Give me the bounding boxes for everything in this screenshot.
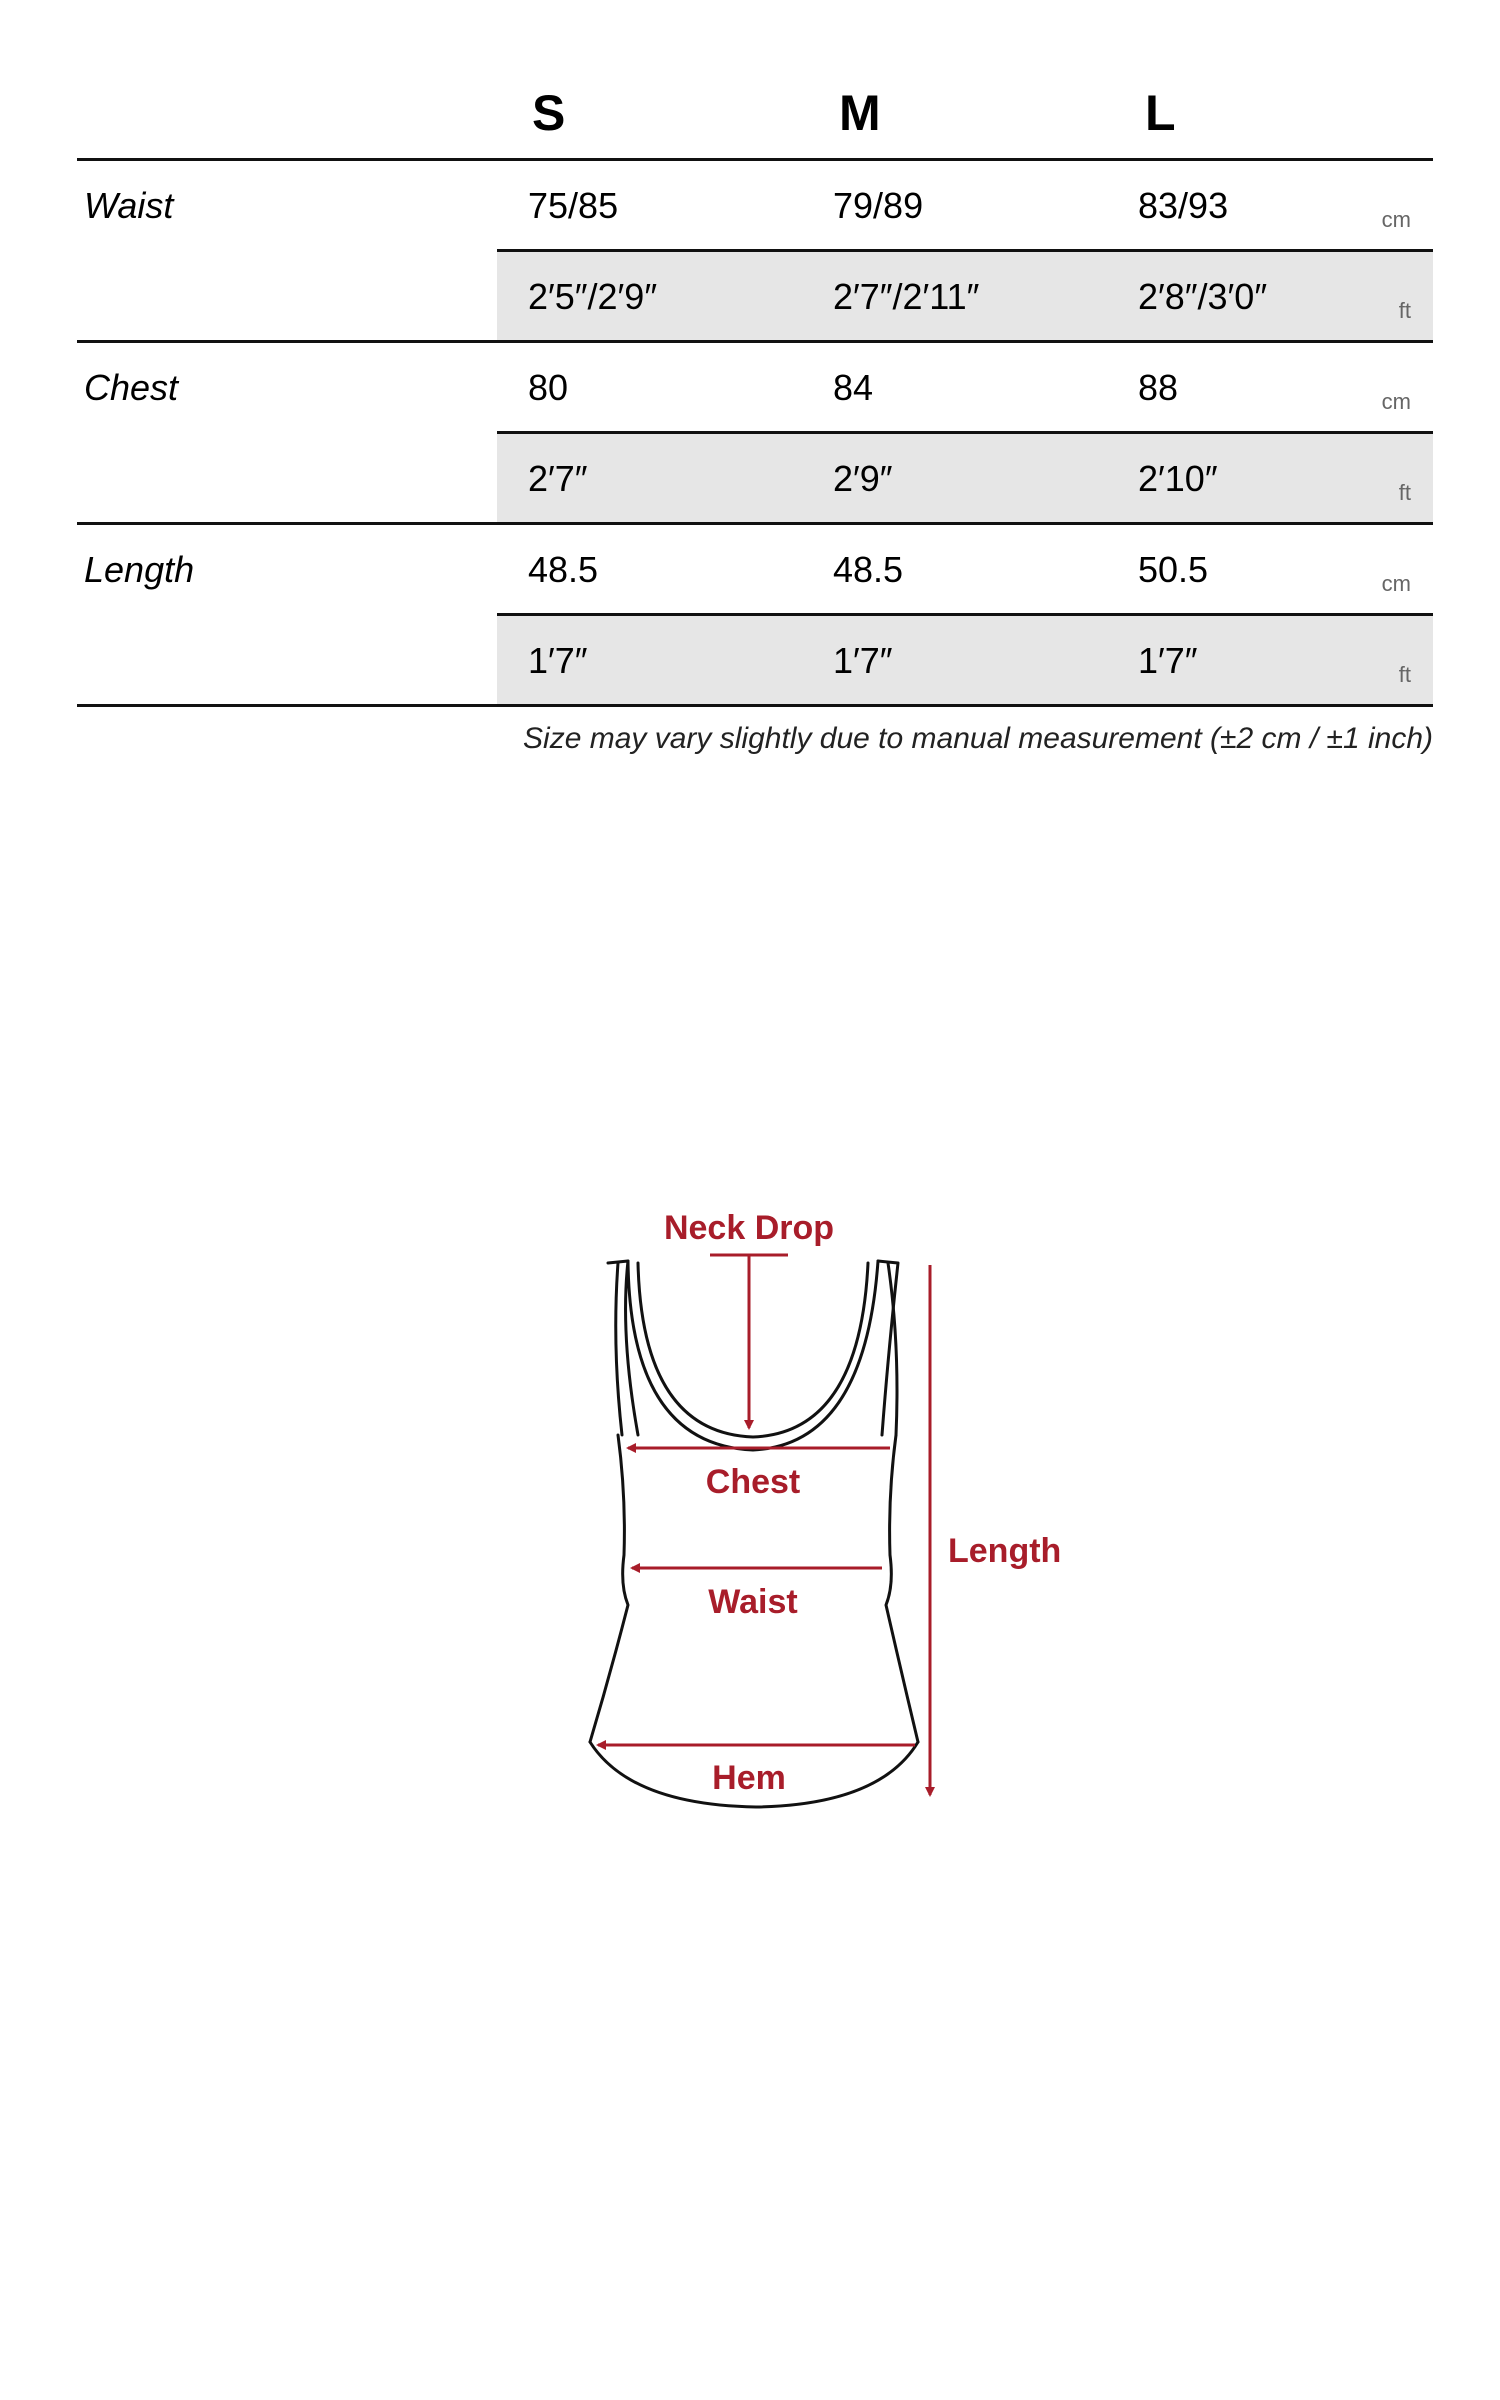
measurement-note: Size may vary slightly due to manual measurement (±2 cm / ±1 inch): [523, 722, 1433, 755]
neck-drop-label: Neck Drop: [663, 1209, 835, 1247]
waist-ft-row: [77, 252, 1433, 340]
waist-cm-m: 79/89: [833, 185, 924, 226]
waist-ft-m: 2′7″/2′11″: [833, 276, 980, 317]
length-cm-m: 48.5: [833, 549, 904, 590]
unit-ft: ft: [1398, 480, 1411, 505]
unit-cm: cm: [1381, 207, 1411, 232]
chest-cm-m: 84: [833, 367, 874, 408]
chest-ft-l: 2′10″: [1138, 458, 1218, 499]
waist-cm-s: 75/85: [528, 185, 619, 226]
tank-top-diagram: [560, 1195, 1080, 1825]
waist-label: Waist: [708, 1583, 798, 1621]
length-ft-l: 1′7″: [1138, 640, 1198, 681]
length-cm-s: 48.5: [528, 549, 599, 590]
chest-cm-row: [77, 343, 1433, 431]
length-ft-m: 1′7″: [833, 640, 893, 681]
length-ft-s: 1′7″: [528, 640, 588, 681]
tank-top-outline: [590, 1261, 918, 1807]
waist-cm-row: [77, 161, 1433, 249]
row-label-length: Length: [84, 549, 195, 590]
row-label-chest: Chest: [84, 367, 179, 408]
chest-label: Chest: [705, 1463, 801, 1501]
table-divider: [77, 704, 1433, 707]
hem-label: Hem: [712, 1759, 786, 1797]
size-header-l: L: [1145, 85, 1176, 141]
size-chart-table: [77, 0, 1433, 687]
unit-cm: cm: [1381, 571, 1411, 596]
unit-ft: ft: [1398, 662, 1411, 687]
unit-cm: cm: [1381, 389, 1411, 414]
chest-ft-m: 2′9″: [833, 458, 893, 499]
chest-cm-l: 88: [1138, 367, 1179, 408]
length-cm-l: 50.5: [1138, 549, 1209, 590]
length-cm-row: [77, 525, 1433, 613]
waist-cm-l: 83/93: [1138, 185, 1229, 226]
chest-cm-s: 80: [528, 367, 569, 408]
row-shade: [497, 616, 1433, 704]
unit-ft: ft: [1398, 298, 1411, 323]
length-ft-row: [77, 616, 1433, 704]
row-shade: [497, 434, 1433, 522]
waist-ft-s: 2′5″/2′9″: [528, 276, 658, 317]
size-header-s: S: [532, 85, 566, 141]
size-header-row: [77, 0, 1433, 160]
chest-ft-s: 2′7″: [528, 458, 588, 499]
row-label-waist: Waist: [84, 185, 174, 226]
length-label: Length: [948, 1532, 1062, 1570]
waist-ft-l: 2′8″/3′0″: [1138, 276, 1268, 317]
chest-ft-row: [77, 434, 1433, 522]
size-header-m: M: [839, 85, 881, 141]
